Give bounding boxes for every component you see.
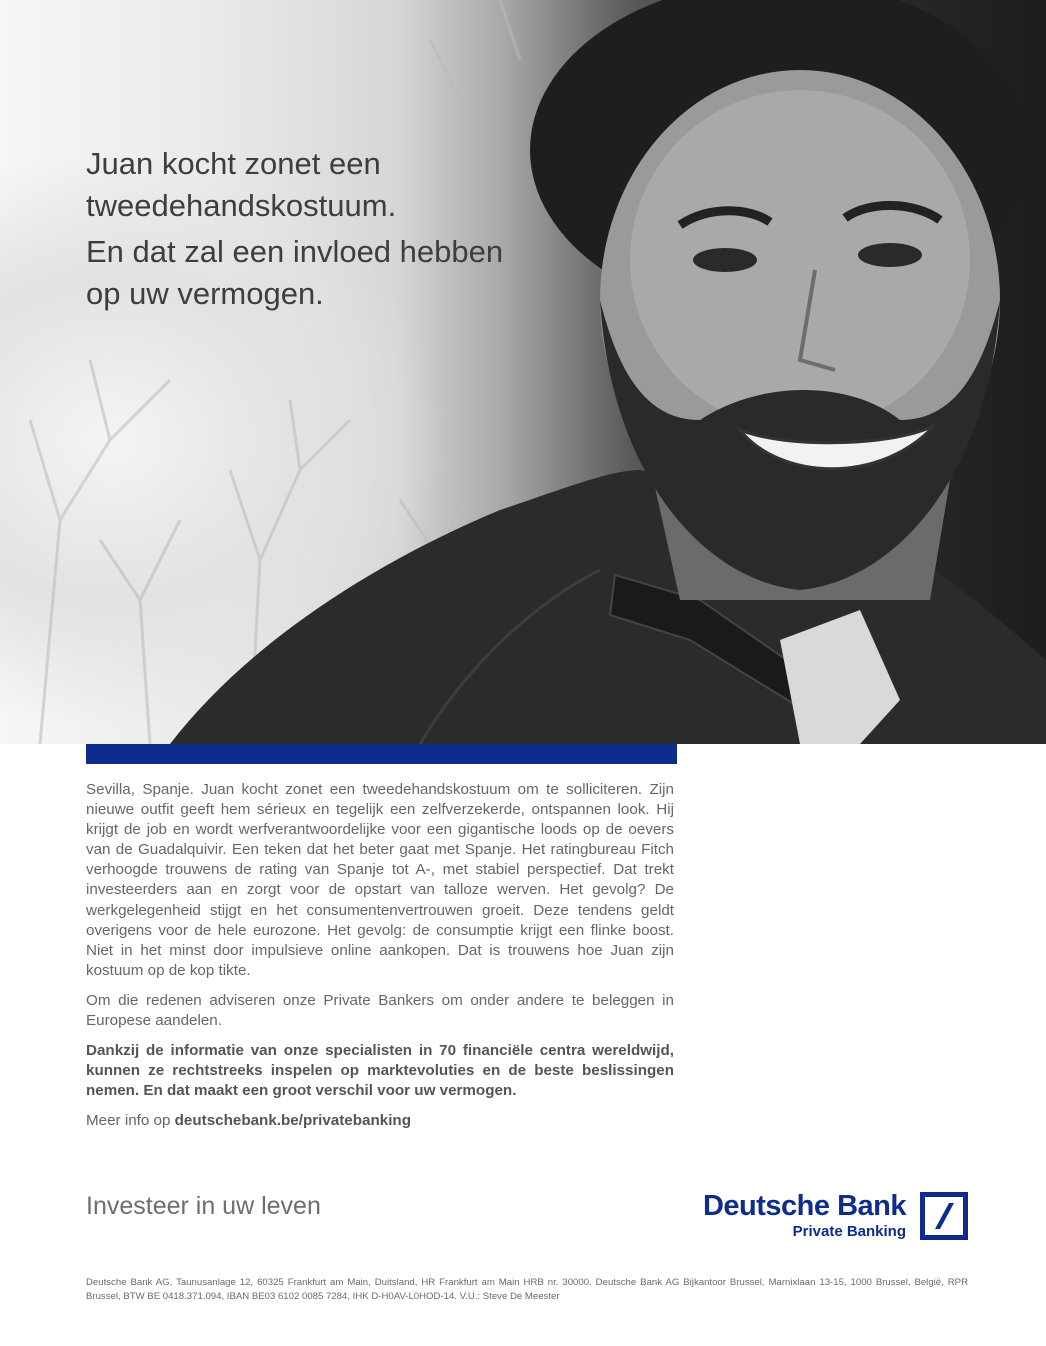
brand-name: Deutsche Bank [702, 1190, 906, 1222]
accent-bar [86, 744, 677, 764]
headline-line-1: Juan kocht zonet een tweedehandskostuum. [86, 146, 397, 223]
deutsche-bank-logo-icon [920, 1192, 968, 1240]
article-paragraph-2: Om die redenen adviseren onze Private Bankers om onder andere te beleggen in Europese aandelen. [86, 991, 674, 1030]
headline-line-2: En dat zal een invloed hebben op uw vermogen. [86, 234, 504, 311]
more-info-line [86, 1111, 674, 1131]
more-info-prefix: Meer info op [86, 1112, 175, 1130]
brand-subtitle: Private Banking [792, 1223, 906, 1240]
article-paragraph-3: Dankzij de informatie van onze specialisten in 70 financiële centra wereldwijd, kunnen ze rechtstreeks inspelen op marktevoluties en de beste beslissingen nemen. En dat maakt een groot verschil voor uw vermogen. [86, 1042, 674, 1100]
brand-block [676, 1190, 968, 1242]
article-body [86, 780, 674, 1142]
legal-notice: Deutsche Bank AG, Taunusanlage 12, 60325 Frankfurt am Main, Duitsland, HR Frankfurt am Main HRB nr. 30000. Deutsche Bank AG Bijkantoor Brussel, Marnixlaan 13-15, 1000 Brussel, België, RPR Brussel, BTW BE 0418.371.094, IBAN BE03 6102 0085 7284, IHK D-H0AV-L0HOD-14. V.U.: Steve De Meester [86, 1277, 968, 1302]
article-paragraph-1: Sevilla, Spanje. Juan kocht zonet een tweedehandskostuum om te solliciteren. Zijn nieuwe outfit geeft hem sérieux en tegelijk een zelfverzekerde, ontspannen look. Hij krijgt de job en wordt werfverantwoordelijke voor een gigantische loods op de oevers van de Guadalquivir. Een teken dat het beter gaat met Spanje. Het ratingbureau Fitch verhoogde trouwens de rating van Spanje tot A-, met stabiel perspectief. Dat trekt investeerders aan en zorgt voor de opstart van talloze werven. Het gevolg? De werkgelegenheid stijgt en het consumentenvertrouwen groeit. Deze tendens geldt overigens voor de hele eurozone. Het gevolg: de consumptie krijgt een flinke boost. Niet in het minst door impulsieve online aankopen. Dat is trouwens hoe Juan zijn kostuum op de kop tikte. [86, 781, 674, 979]
more-info-link[interactable]: deutschebank.be/privatebanking [174, 1112, 411, 1130]
tagline: Investeer in uw leven [86, 1192, 321, 1220]
